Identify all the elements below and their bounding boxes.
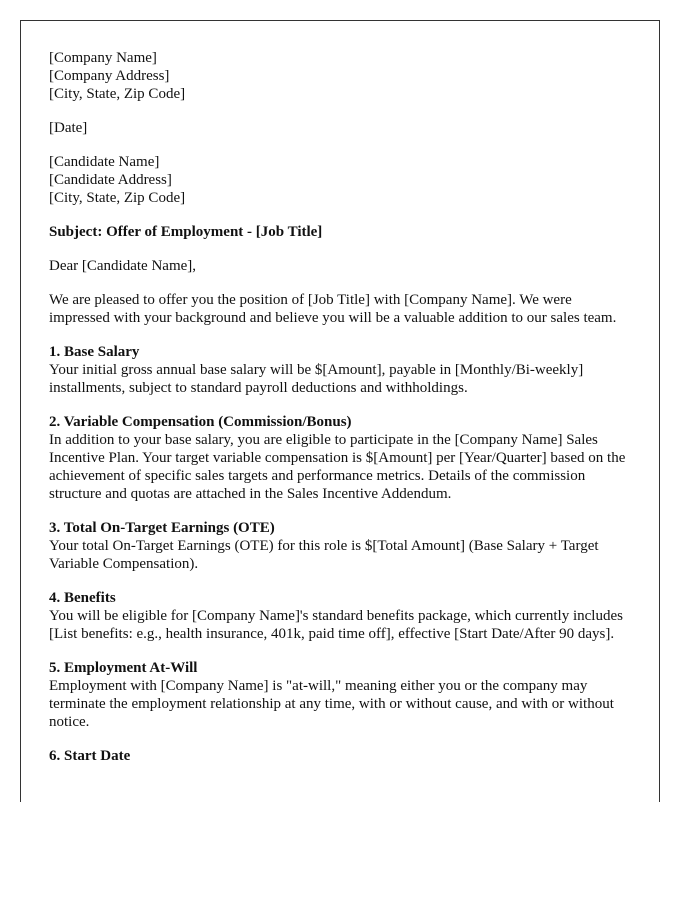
section-start-date (49, 747, 627, 765)
letter-date: [Date] (49, 120, 88, 136)
section-body: In addition to your base salary, you are eligible to participate in the [Company Name] Sales Incentive Plan. Your target variable compensation is $[Amount] per [Year/Quarter] based on the achievement of specific sales targets and performance metrics. Details of the commission structure and quotas are attached in the Sales Incentive Addendum. (49, 432, 626, 502)
intro-paragraph: We are pleased to offer you the position of [Job Title] with [Company Name]. We were impressed with your background and believe you will be a valuable addition to our sales team. (49, 292, 617, 326)
section-body: Your total On-Target Earnings (OTE) for this role is $[Total Amount] (Base Salary + Target Variable Compensation). (49, 538, 599, 572)
sender-city-state-zip: [City, State, Zip Code] (49, 86, 186, 102)
section-at-will (49, 659, 627, 731)
section-body: Your initial gross annual base salary will be $[Amount], payable in [Monthly/Bi-weekly] installments, subject to standard payroll deductions and withholdings. (49, 362, 584, 396)
section-heading: 5. Employment At-Will (49, 660, 198, 676)
section-base-salary (49, 343, 627, 397)
recipient-name: [Candidate Name] (49, 154, 160, 170)
recipient-city-state-zip: [City, State, Zip Code] (49, 190, 186, 206)
section-body: Employment with [Company Name] is "at-will," meaning either you or the company may terminate the employment relationship at any time, with or without cause, and with or without notice. (49, 678, 614, 730)
section-heading: 3. Total On-Target Earnings (OTE) (49, 520, 275, 536)
recipient-address-line: [Candidate Address] (49, 172, 172, 188)
section-ote (49, 519, 627, 573)
section-heading: 2. Variable Compensation (Commission/Bonus) (49, 414, 352, 430)
subject-line: Subject: Offer of Employment - [Job Title] (49, 224, 323, 240)
letter-content (49, 49, 627, 765)
section-benefits (49, 589, 627, 643)
letter-page (20, 20, 660, 802)
sender-address (49, 49, 627, 103)
section-heading: 1. Base Salary (49, 344, 140, 360)
salutation: Dear [Candidate Name], (49, 258, 197, 274)
section-variable-compensation (49, 413, 627, 503)
section-heading: 6. Start Date (49, 748, 131, 764)
sender-company-name: [Company Name] (49, 50, 157, 66)
sender-company-address: [Company Address] (49, 68, 170, 84)
section-body: You will be eligible for [Company Name]'s standard benefits package, which currently includes [List benefits: e.g., health insurance, 401k, paid time off], effective [Start Date/After 90 days]. (49, 608, 623, 642)
recipient-address (49, 153, 627, 207)
section-heading: 4. Benefits (49, 590, 116, 606)
